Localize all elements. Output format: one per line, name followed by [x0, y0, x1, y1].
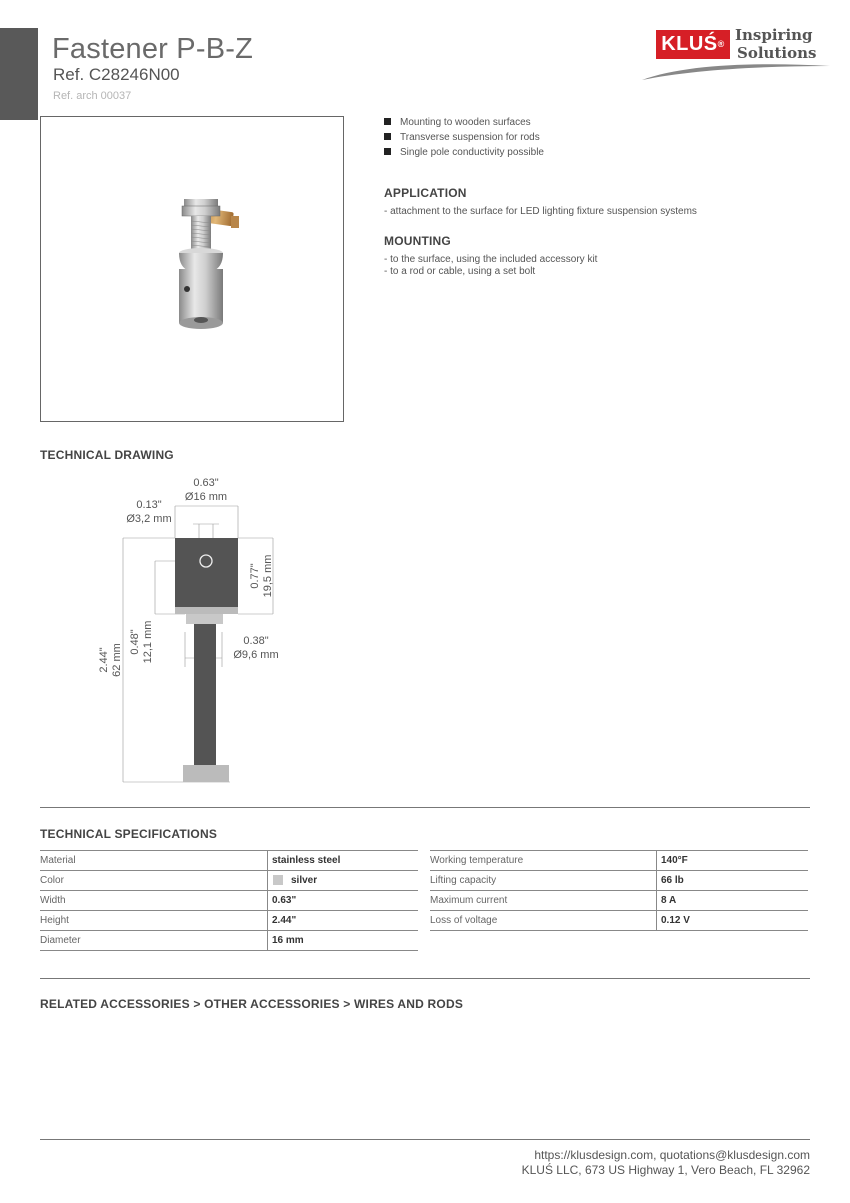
spec-value-cell — [268, 871, 419, 891]
table-row — [40, 931, 418, 951]
product-title: Fastener P-B-Z — [52, 33, 254, 65]
spec-label: Color — [40, 871, 268, 891]
color-swatch — [273, 875, 283, 885]
spec-value: 16 mm — [268, 931, 419, 951]
dim-head-mm: 19,5 mm — [262, 554, 274, 598]
dim-width-in: 0.63" — [193, 477, 219, 489]
table-row — [40, 851, 418, 871]
product-photo-frame — [40, 116, 344, 422]
dim-width-mm: Ø16 mm — [184, 491, 228, 503]
logo-swoosh-icon — [640, 56, 835, 84]
logo-brand-box — [656, 30, 730, 59]
dim-rod-in: 0.38" — [243, 635, 269, 647]
divider — [40, 1139, 810, 1140]
spec-table-right — [430, 850, 808, 931]
mounting-heading: MOUNTING — [384, 234, 451, 248]
mounting-item: - to the surface, using the included accessory kit — [384, 254, 598, 265]
logo-registered-mark: ® — [717, 39, 725, 49]
spec-label: Width — [40, 891, 268, 911]
spec-value: silver — [291, 875, 318, 886]
table-row — [430, 891, 808, 911]
spec-label: Maximum current — [430, 891, 657, 911]
spec-value: 66 lb — [657, 871, 809, 891]
product-ref-arch: Ref. arch 00037 — [53, 90, 132, 102]
table-row — [430, 871, 808, 891]
application-heading: APPLICATION — [384, 186, 467, 200]
spec-value: 2.44" — [268, 911, 419, 931]
table-row — [40, 871, 418, 891]
logo-tagline-2: Solutions — [737, 44, 817, 62]
technical-specifications-heading: TECHNICAL SPECIFICATIONS — [40, 827, 218, 841]
spec-table-left — [40, 850, 418, 951]
spec-label: Diameter — [40, 931, 268, 951]
technical-drawing-heading: TECHNICAL DRAWING — [40, 448, 174, 462]
feature-item: Transverse suspension for rods — [384, 131, 544, 146]
drawing-collar — [186, 614, 223, 624]
drawing-head-base — [175, 607, 238, 614]
spec-label: Material — [40, 851, 268, 871]
footer-contact[interactable]: https://klusdesign.com, quotations@klusdesign.com — [534, 1148, 810, 1162]
spec-label: Height — [40, 911, 268, 931]
technical-drawing — [95, 472, 295, 787]
corner-accent-block — [0, 28, 38, 120]
spec-value: 8 A — [657, 891, 809, 911]
drawing-base — [183, 765, 229, 782]
footer-address: KLUŚ LLC, 673 US Highway 1, Vero Beach, FL 32962 — [521, 1163, 810, 1177]
drawing-rod — [194, 624, 216, 765]
dim-head-in: 0.77" — [249, 563, 261, 589]
application-item: - attachment to the surface for LED lighting fixture suspension systems — [384, 206, 697, 217]
product-photo-illustration — [41, 117, 343, 421]
logo-brand: KLUŚ — [661, 33, 718, 55]
divider — [40, 807, 810, 808]
table-row — [40, 891, 418, 911]
table-row — [430, 911, 808, 931]
spec-label: Loss of voltage — [430, 911, 657, 931]
spec-value: 140°F — [657, 851, 809, 871]
spec-label: Working temperature — [430, 851, 657, 871]
drawing-head — [175, 538, 238, 608]
feature-list — [384, 116, 544, 161]
feature-item: Single pole conductivity possible — [384, 146, 544, 161]
dim-mid-in: 0.48" — [129, 629, 141, 655]
table-row — [40, 911, 418, 931]
dim-mid-mm: 12,1 mm — [142, 620, 154, 664]
divider — [40, 978, 810, 979]
related-accessories-breadcrumb[interactable]: RELATED ACCESSORIES > OTHER ACCESSORIES > WIRES AND RODS — [40, 997, 464, 1011]
spec-label: Lifting capacity — [430, 871, 657, 891]
dim-total-in: 2.44" — [98, 647, 110, 673]
feature-item: Mounting to wooden surfaces — [384, 116, 544, 131]
klus-logo[interactable] — [640, 26, 835, 84]
spec-value: 0.12 V — [657, 911, 809, 931]
spec-value: 0.63" — [268, 891, 419, 911]
table-row — [430, 851, 808, 871]
logo-tagline-1: Inspiring — [735, 26, 813, 44]
product-ref: Ref. C28246N00 — [53, 65, 180, 84]
spec-value: stainless steel — [268, 851, 419, 871]
dim-hole-mm: Ø3,2 mm — [126, 513, 172, 525]
dim-hole-in: 0.13" — [136, 499, 162, 511]
mounting-item: - to a rod or cable, using a set bolt — [384, 266, 536, 277]
dim-rod-mm: Ø9,6 mm — [233, 649, 279, 661]
dim-total-mm: 62 mm — [111, 643, 123, 677]
